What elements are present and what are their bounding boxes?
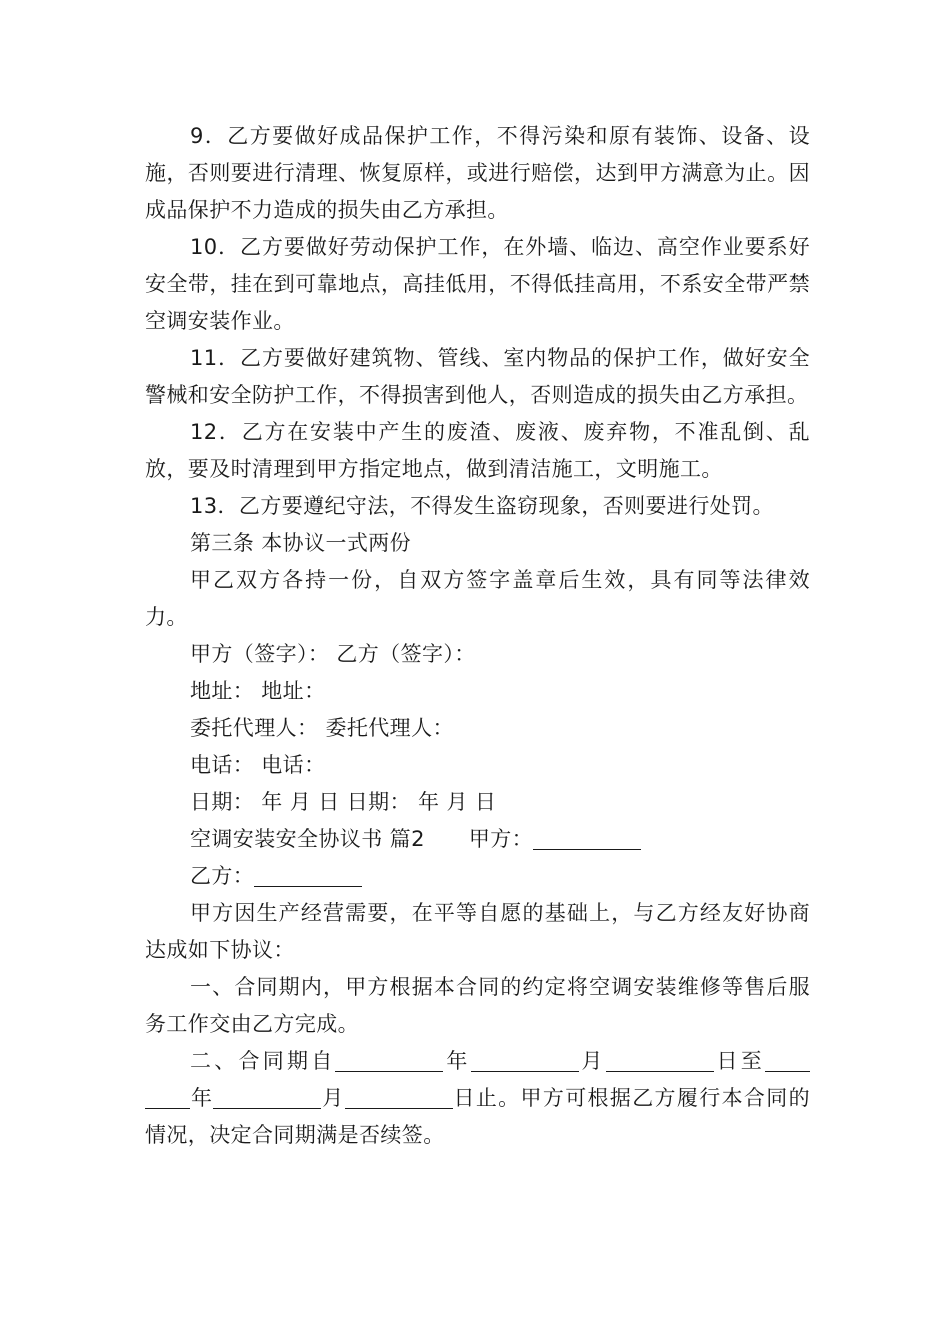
term-prefix: 二、合同期自 bbox=[190, 1049, 336, 1073]
article-3-heading: 第三条 本协议一式两份 bbox=[190, 531, 412, 555]
agent-line: 委托代理人： 委托代理人： bbox=[190, 716, 454, 740]
year2-label: 年 bbox=[190, 1086, 214, 1110]
clause-13: 13．乙方要遵纪守法，不得发生盗窃现象，否则要进行处罚。 bbox=[190, 494, 774, 518]
year-label: 年 bbox=[443, 1049, 471, 1073]
day2-blank bbox=[345, 1082, 453, 1109]
party-a-blank bbox=[533, 823, 641, 850]
clause-12: 12．乙方在安装中产生的废渣、废液、废弃物，不准乱倒、乱放，要及时清理到甲方指定地点，做到清洁施工，文明施工。 bbox=[145, 420, 810, 481]
party-a-label: 甲方： bbox=[468, 827, 534, 851]
year2-blank-end bbox=[145, 1082, 190, 1109]
year-blank bbox=[335, 1045, 443, 1072]
clause-10: 10．乙方要做好劳动保护工作，在外墙、临边、高空作业要系好安全带，挂在到可靠地点，高挂低用，不得低挂高用，不系安全带严禁空调安装作业。 bbox=[145, 235, 810, 333]
date-line: 日期： 年 月 日 日期： 年 月 日 bbox=[190, 790, 497, 814]
copies-paragraph: 甲乙双方各持一份，自双方签字盖章后生效，具有同等法律效力。 bbox=[145, 568, 810, 629]
part2-title: 空调安装安全协议书 篇2 bbox=[190, 827, 425, 851]
part2-title-line bbox=[145, 821, 810, 858]
party-b-label: 乙方： bbox=[190, 864, 255, 888]
party-b-line bbox=[145, 858, 810, 895]
signature-line: 甲方（签字）： 乙方（签字）： bbox=[190, 642, 476, 666]
day-blank bbox=[606, 1045, 714, 1072]
month-label: 月 bbox=[578, 1049, 606, 1073]
clause-one: 一、合同期内，甲方根据本合同的约定将空调安装维修等售后服务工作交由乙方完成。 bbox=[145, 975, 810, 1036]
month-blank bbox=[471, 1045, 579, 1072]
clause-9: 9．乙方要做好成品保护工作，不得污染和原有装饰、设备、设施，否则要进行清理、恢复原样，或进行赔偿，达到甲方满意为止。因成品保护不力造成的损失由乙方承担。 bbox=[145, 124, 810, 222]
day-to-label: 日至 bbox=[713, 1049, 765, 1073]
address-line: 地址： 地址： bbox=[190, 679, 326, 703]
intro-paragraph: 甲方因生产经营需要，在平等自愿的基础上，与乙方经友好协商达成如下协议： bbox=[145, 901, 810, 962]
phone-line: 电话： 电话： bbox=[190, 753, 326, 777]
month2-label: 月 bbox=[321, 1086, 345, 1110]
clause-11: 11．乙方要做好建筑物、管线、室内物品的保护工作，做好安全警械和安全防护工作，不得损害到他人，否则造成的损失由乙方承担。 bbox=[145, 346, 810, 407]
document-body bbox=[145, 118, 810, 1154]
month2-blank bbox=[213, 1082, 321, 1109]
party-b-blank bbox=[254, 860, 362, 887]
clause-two bbox=[145, 1043, 810, 1154]
year2-blank-start bbox=[765, 1045, 810, 1072]
term-suffix: 日止。甲方可根据乙方履行本合同的情况，决定合同期满是否续签。 bbox=[145, 1086, 810, 1147]
